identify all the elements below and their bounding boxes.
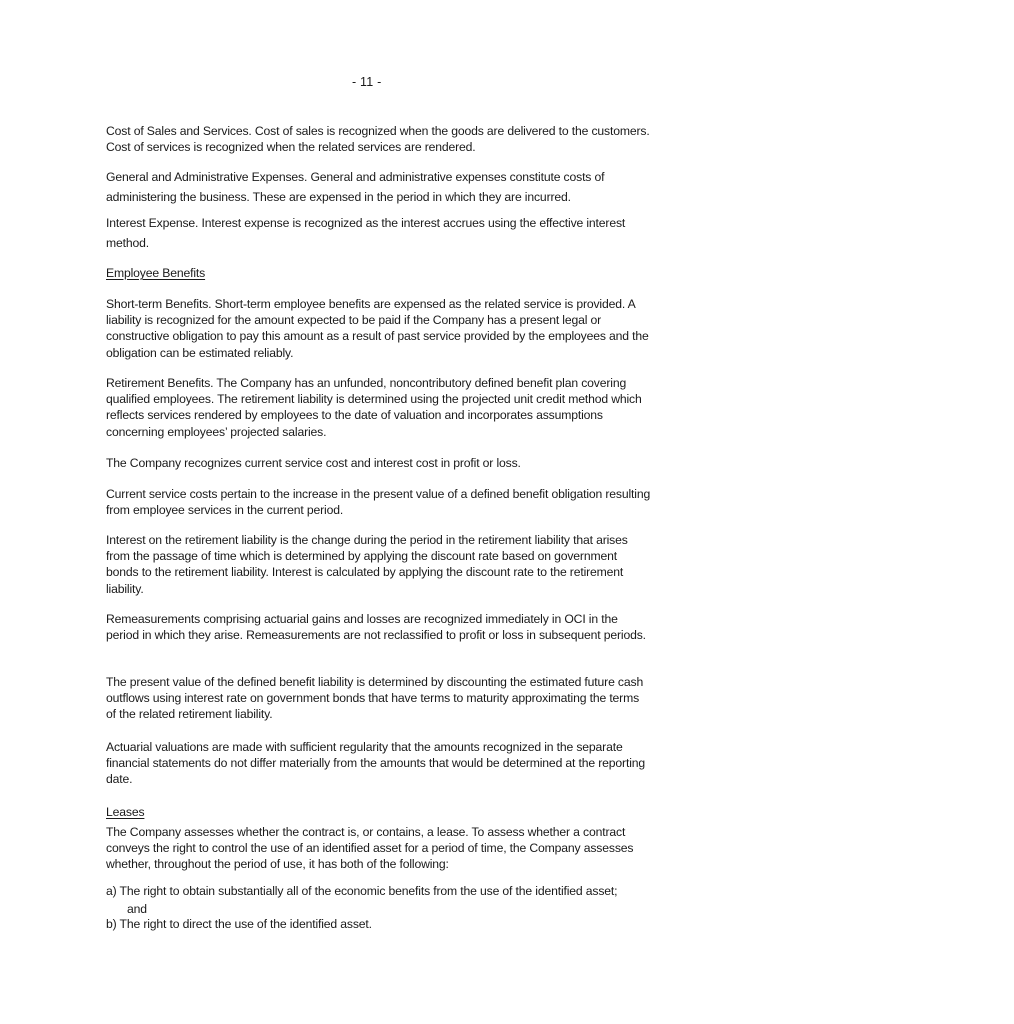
heading-leases: Leases bbox=[106, 805, 145, 819]
paragraph-general-admin: General and Administrative Expenses. General and administrative expenses constitute costs of administering the business. These are expensed in the period in which they are incurred. bbox=[106, 170, 605, 204]
paragraph-interest-on-liability: Interest on the retirement liability is the change during the period in the retirement liability that arises from the passage of time which is determined by applying the discount rate based on government bonds to the retirement liability. Interest is calculated by applying the discount rate to the retirement liability. bbox=[106, 533, 628, 596]
paragraph-present-value: The present value of the defined benefit liability is determined by discounting the estimated future cash outflows using interest rate on government bonds that have terms to maturity approximating the terms of the related retirement liability. bbox=[106, 675, 644, 722]
paragraph-current-service-costs: Current service costs pertain to the increase in the present value of a defined benefit obligation resulting from employee services in the current period. bbox=[106, 487, 651, 518]
list-item-a: a) The right to obtain substantially all of the economic benefits from the use of the identified asset; bbox=[106, 884, 618, 898]
page-number: - 11 - bbox=[352, 75, 382, 89]
paragraph-short-term-benefits: Short-term Benefits. Short-term employee benefits are expensed as the related service is provided. A liability is recognized for the amount expected to be paid if the Company has a present legal or constructive obligation to pay this amount as a result of past service provided by the employees and the obligation can be estimated reliably. bbox=[106, 297, 649, 360]
paragraph-leases-intro: The Company assesses whether the contract is, or contains, a lease. To assess whether a contract conveys the right to control the use of an identified asset for a period of time, the Company assesses whether, throughout the period of use, it has both of the following: bbox=[106, 825, 634, 872]
paragraph-actuarial-valuations: Actuarial valuations are made with sufficient regularity that the amounts recognized in the separate financial statements do not differ materially from the amounts that would be determined at the reporting date. bbox=[106, 740, 646, 787]
paragraph-retirement-benefits: Retirement Benefits. The Company has an unfunded, noncontributory defined benefit plan covering qualified employees. The retirement liability is determined using the projected unit credit method which reflects services rendered by employees to the date of valuation and incorporates assumptions concerning employees’ projected salaries. bbox=[106, 376, 642, 439]
paragraph-cost-of-sales: Cost of Sales and Services. Cost of sales is recognized when the goods are delivered to the customers. Cost of services is recognized when the related services are rendered. bbox=[106, 124, 650, 155]
paragraph-interest-expense: Interest Expense. Interest expense is recognized as the interest accrues using the effective interest method. bbox=[106, 216, 626, 250]
heading-employee-benefits: Employee Benefits bbox=[106, 266, 206, 280]
list-item-b: b) The right to direct the use of the identified asset. bbox=[106, 917, 372, 931]
list-conjunction-and: and bbox=[127, 902, 147, 916]
paragraph-recognizes-cost: The Company recognizes current service cost and interest cost in profit or loss. bbox=[106, 456, 521, 470]
paragraph-remeasurements: Remeasurements comprising actuarial gains and losses are recognized immediately in OCI in the period in which they arise. Remeasurements are not reclassified to profit or loss in subsequent periods. bbox=[106, 612, 646, 643]
